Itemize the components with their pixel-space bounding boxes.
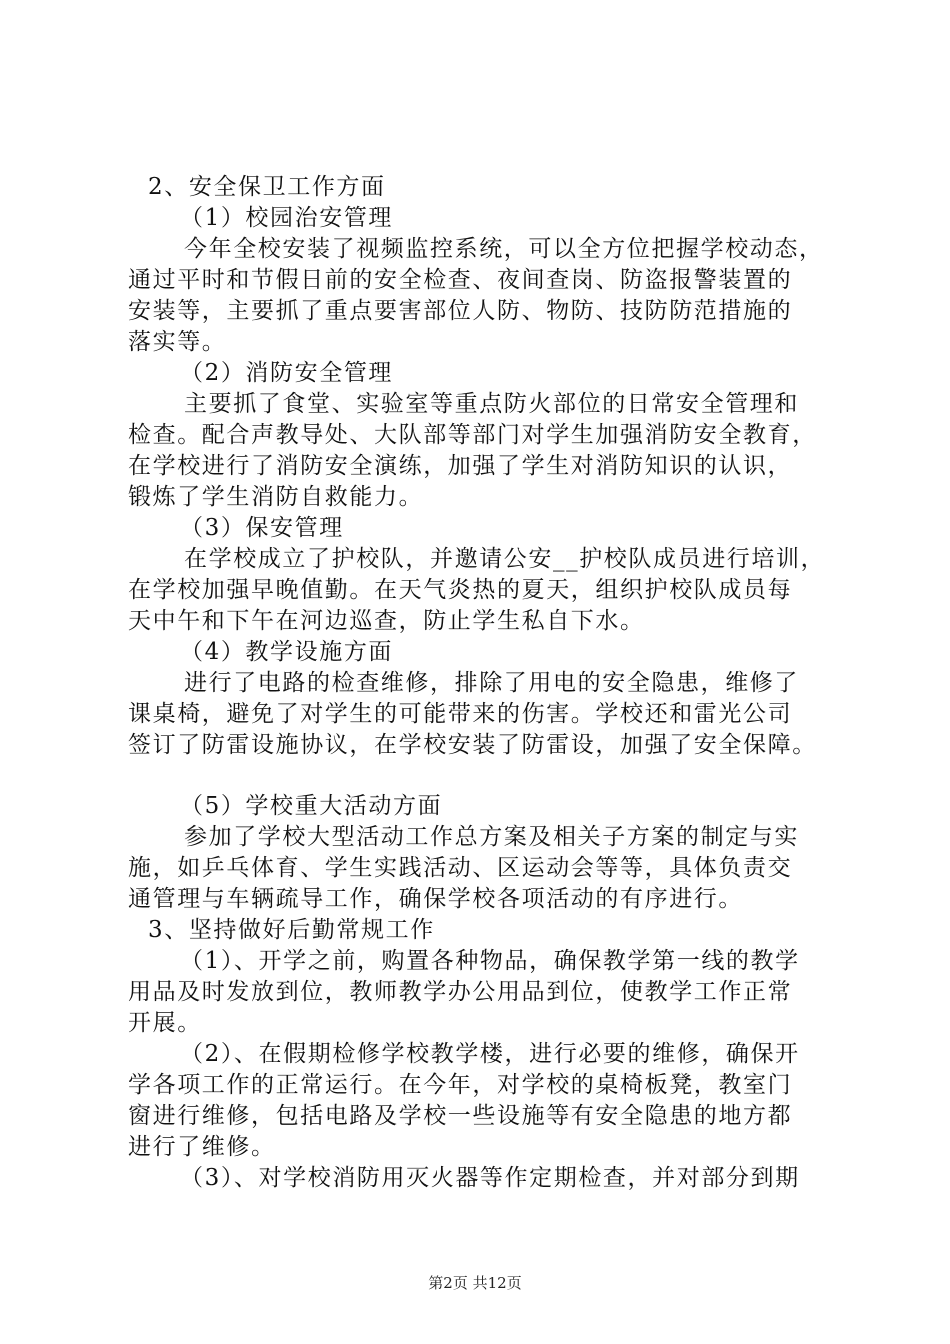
text-line: （2）、在假期检修学校教学楼，进行必要的维修，确保开 — [180, 1041, 800, 1067]
text-line: 落实等。 — [128, 329, 227, 355]
text-line: 在学校进行了消防安全演练，加强了学生对消防知识的认识， — [128, 453, 793, 479]
text-line: 3、坚持做好后勤常规工作 — [148, 917, 435, 943]
text-line: 施，如乒乓体育、学生实践活动、区运动会等等，具体负责交 — [128, 855, 793, 881]
document-body — [128, 172, 828, 1194]
text-line: 今年全校安装了视频监控系统，可以全方位把握学校动态， — [184, 236, 824, 262]
text-line: （3）、对学校消防用灭火器等作定期检查，并对部分到期 — [180, 1165, 800, 1191]
text-line: 在学校成立了护校队，并邀请公安__护校队成员进行培训， — [184, 546, 826, 572]
text-line: 检查。配合声教导处、大队部等部门对学生加强消防安全教育， — [128, 422, 817, 448]
text-line: （5）学校重大活动方面 — [180, 793, 443, 819]
text-line: 主要抓了食堂、实验室等重点防火部位的日常安全管理和 — [184, 391, 799, 417]
text-line: （3）保安管理 — [180, 515, 344, 541]
text-line: （1）、开学之前，购置各种物品，确保教学第一线的教学 — [180, 948, 800, 974]
text-line: 锻炼了学生消防自救能力。 — [128, 484, 424, 510]
text-line: 学各项工作的正常运行。在今年，对学校的桌椅板凳，教室门 — [128, 1072, 793, 1098]
text-line: 进行了电路的检查维修，排除了用电的安全隐患，维修了 — [184, 670, 799, 696]
text-line: 通过平时和节假日前的安全检查、夜间查岗、防盗报警装置的 — [128, 267, 793, 293]
text-line: 签订了防雷设施协议，在学校安装了防雷设，加强了安全保障。 — [128, 732, 817, 758]
text-line: 天中午和下午在河边巡查，防止学生私自下水。 — [128, 608, 645, 634]
text-line: 窗进行维修，包括电路及学校一些设施等有安全隐患的地方都 — [128, 1103, 793, 1129]
text-line: （2）消防安全管理 — [180, 360, 394, 386]
text-line: 2、安全保卫工作方面 — [148, 174, 386, 200]
text-line: 开展。 — [128, 1010, 202, 1036]
text-line: 在学校加强早晚值勤。在天气炎热的夏天，组织护校队成员每 — [128, 577, 793, 603]
paragraph-gap — [128, 761, 828, 791]
text-line: 安装等，主要抓了重点要害部位人防、物防、技防防范措施的 — [128, 298, 793, 324]
text-line: 进行了维修。 — [128, 1134, 276, 1160]
text-line: 通管理与车辆疏导工作，确保学校各项活动的有序进行。 — [128, 886, 743, 912]
text-line: （4）教学设施方面 — [180, 639, 394, 665]
text-line: （1）校园治安管理 — [180, 205, 394, 231]
text-line: 课桌椅，避免了对学生的可能带来的伤害。学校还和雷光公司 — [128, 701, 793, 727]
text-line: 参加了学校大型活动工作总方案及相关子方案的制定与实 — [184, 824, 799, 850]
text-line: 用品及时发放到位，教师教学办公用品到位，使教学工作正常 — [128, 979, 793, 1005]
page-footer: 第2页 共12页 — [428, 1274, 522, 1292]
